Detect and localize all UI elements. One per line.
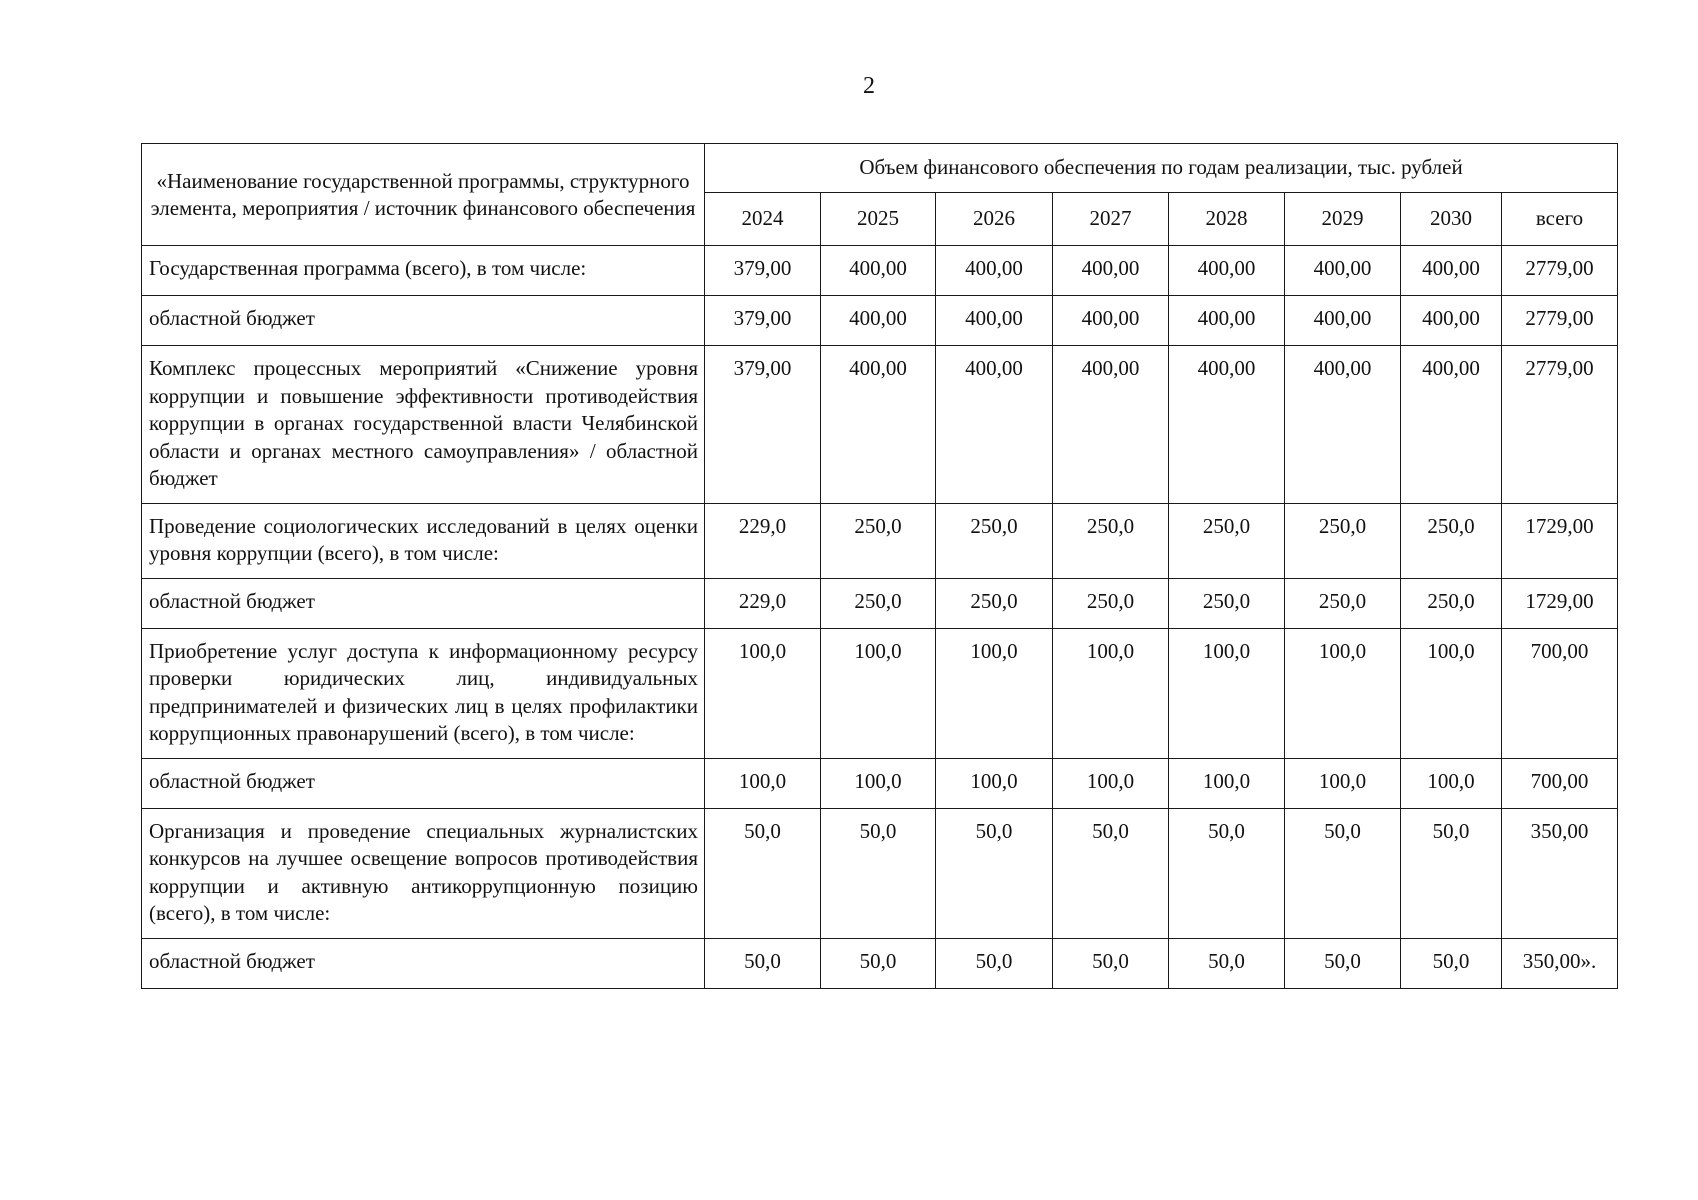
row-value-cell: 250,0 [821,578,936,628]
row-value-cell: 50,0 [1401,938,1502,988]
year-header-cell: всего [1502,193,1618,246]
row-value-cell: 2779,00 [1502,246,1618,296]
year-header-cell: 2024 [705,193,821,246]
row-value-cell: 400,00 [1053,346,1169,504]
row-value-cell: 400,00 [1401,296,1502,346]
row-value-cell: 2779,00 [1502,346,1618,504]
row-value-cell: 229,0 [705,578,821,628]
row-name-cell: областной бюджет [142,296,705,346]
row-value-cell: 250,0 [821,503,936,578]
header-volume-cell: Объем финансового обеспечения по годам реализации, тыс. рублей [705,144,1618,193]
row-value-cell: 100,0 [1169,628,1285,758]
row-value-cell: 50,0 [1053,938,1169,988]
row-name-cell: Организация и проведение специальных журналистских конкурсов на лучшее освещение вопросов противодействия коррупции и активную антикоррупционную позицию (всего), в том числе: [142,808,705,938]
row-value-cell: 400,00 [1401,246,1502,296]
row-value-cell: 100,0 [936,628,1053,758]
row-value-cell: 250,0 [1401,503,1502,578]
table-row [142,578,1618,628]
row-value-cell: 100,0 [1169,758,1285,808]
row-value-cell: 400,00 [1401,346,1502,504]
row-value-cell: 250,0 [1169,578,1285,628]
row-value-cell: 350,00 [1502,808,1618,938]
row-value-cell: 100,0 [705,628,821,758]
row-value-cell: 250,0 [936,578,1053,628]
row-value-cell: 400,00 [1053,246,1169,296]
row-value-cell: 250,0 [1285,578,1401,628]
row-value-cell: 1729,00 [1502,503,1618,578]
row-value-cell: 50,0 [1053,808,1169,938]
row-value-cell: 400,00 [1285,246,1401,296]
row-value-cell: 400,00 [821,246,936,296]
row-value-cell: 400,00 [1169,346,1285,504]
row-value-cell: 100,0 [1053,628,1169,758]
table-row [142,346,1618,504]
row-value-cell: 400,00 [936,296,1053,346]
row-value-cell: 700,00 [1502,758,1618,808]
year-header-cell: 2028 [1169,193,1285,246]
row-value-cell: 100,0 [1401,758,1502,808]
row-name-cell: Приобретение услуг доступа к информационному ресурсу проверки юридических лиц, индивидуальных предпринимателей и физических лиц в целях профилактики коррупционных правонарушений (всего), в том числе: [142,628,705,758]
row-value-cell: 350,00». [1502,938,1618,988]
row-value-cell: 50,0 [821,808,936,938]
header-name-cell: «Наименование государственной программы, структурного элемента, мероприятия / источник финансового обеспечения [142,144,705,246]
row-value-cell: 50,0 [1285,808,1401,938]
row-value-cell: 400,00 [936,246,1053,296]
financing-table [141,143,1618,989]
row-value-cell: 400,00 [1169,296,1285,346]
row-value-cell: 250,0 [1169,503,1285,578]
row-value-cell: 250,0 [1053,503,1169,578]
table-row [142,808,1618,938]
row-value-cell: 100,0 [1285,758,1401,808]
year-header-cell: 2030 [1401,193,1502,246]
table-row [142,938,1618,988]
table-row [142,296,1618,346]
row-value-cell: 250,0 [936,503,1053,578]
row-name-cell: Государственная программа (всего), в том числе: [142,246,705,296]
row-value-cell: 400,00 [1053,296,1169,346]
table-row [142,628,1618,758]
row-value-cell: 250,0 [1053,578,1169,628]
row-value-cell: 400,00 [821,346,936,504]
row-value-cell: 100,0 [1401,628,1502,758]
row-value-cell: 400,00 [821,296,936,346]
year-header-cell: 2027 [1053,193,1169,246]
row-value-cell: 100,0 [821,758,936,808]
row-value-cell: 50,0 [1285,938,1401,988]
year-header-cell: 2025 [821,193,936,246]
row-value-cell: 700,00 [1502,628,1618,758]
row-value-cell: 50,0 [705,938,821,988]
row-value-cell: 400,00 [1169,246,1285,296]
row-value-cell: 50,0 [1401,808,1502,938]
row-value-cell: 100,0 [705,758,821,808]
row-value-cell: 250,0 [1285,503,1401,578]
row-value-cell: 50,0 [936,938,1053,988]
table-row [142,503,1618,578]
row-value-cell: 229,0 [705,503,821,578]
row-value-cell: 100,0 [1053,758,1169,808]
year-header-cell: 2029 [1285,193,1401,246]
row-name-cell: областной бюджет [142,938,705,988]
row-value-cell: 250,0 [1401,578,1502,628]
row-value-cell: 400,00 [1285,346,1401,504]
row-value-cell: 1729,00 [1502,578,1618,628]
row-value-cell: 50,0 [1169,938,1285,988]
row-value-cell: 50,0 [821,938,936,988]
row-value-cell: 100,0 [821,628,936,758]
table-row [142,246,1618,296]
table-header [142,144,1618,246]
row-value-cell: 100,0 [936,758,1053,808]
table-body [142,246,1618,989]
row-value-cell: 50,0 [705,808,821,938]
row-value-cell: 379,00 [705,246,821,296]
row-value-cell: 400,00 [936,346,1053,504]
row-name-cell: Комплекс процессных мероприятий «Снижение уровня коррупции и повышение эффективности противодействия коррупции в органах государственной власти Челябинской области и органах местного самоуправления» / областной бюджет [142,346,705,504]
row-value-cell: 379,00 [705,296,821,346]
row-value-cell: 50,0 [1169,808,1285,938]
row-value-cell: 400,00 [1285,296,1401,346]
year-header-cell: 2026 [936,193,1053,246]
row-value-cell: 50,0 [936,808,1053,938]
row-name-cell: областной бюджет [142,578,705,628]
table-row [142,758,1618,808]
page-number: 2 [863,73,875,99]
row-name-cell: Проведение социологических исследований в целях оценки уровня коррупции (всего), в том числе: [142,503,705,578]
row-value-cell: 379,00 [705,346,821,504]
row-value-cell: 100,0 [1285,628,1401,758]
row-name-cell: областной бюджет [142,758,705,808]
row-value-cell: 2779,00 [1502,296,1618,346]
